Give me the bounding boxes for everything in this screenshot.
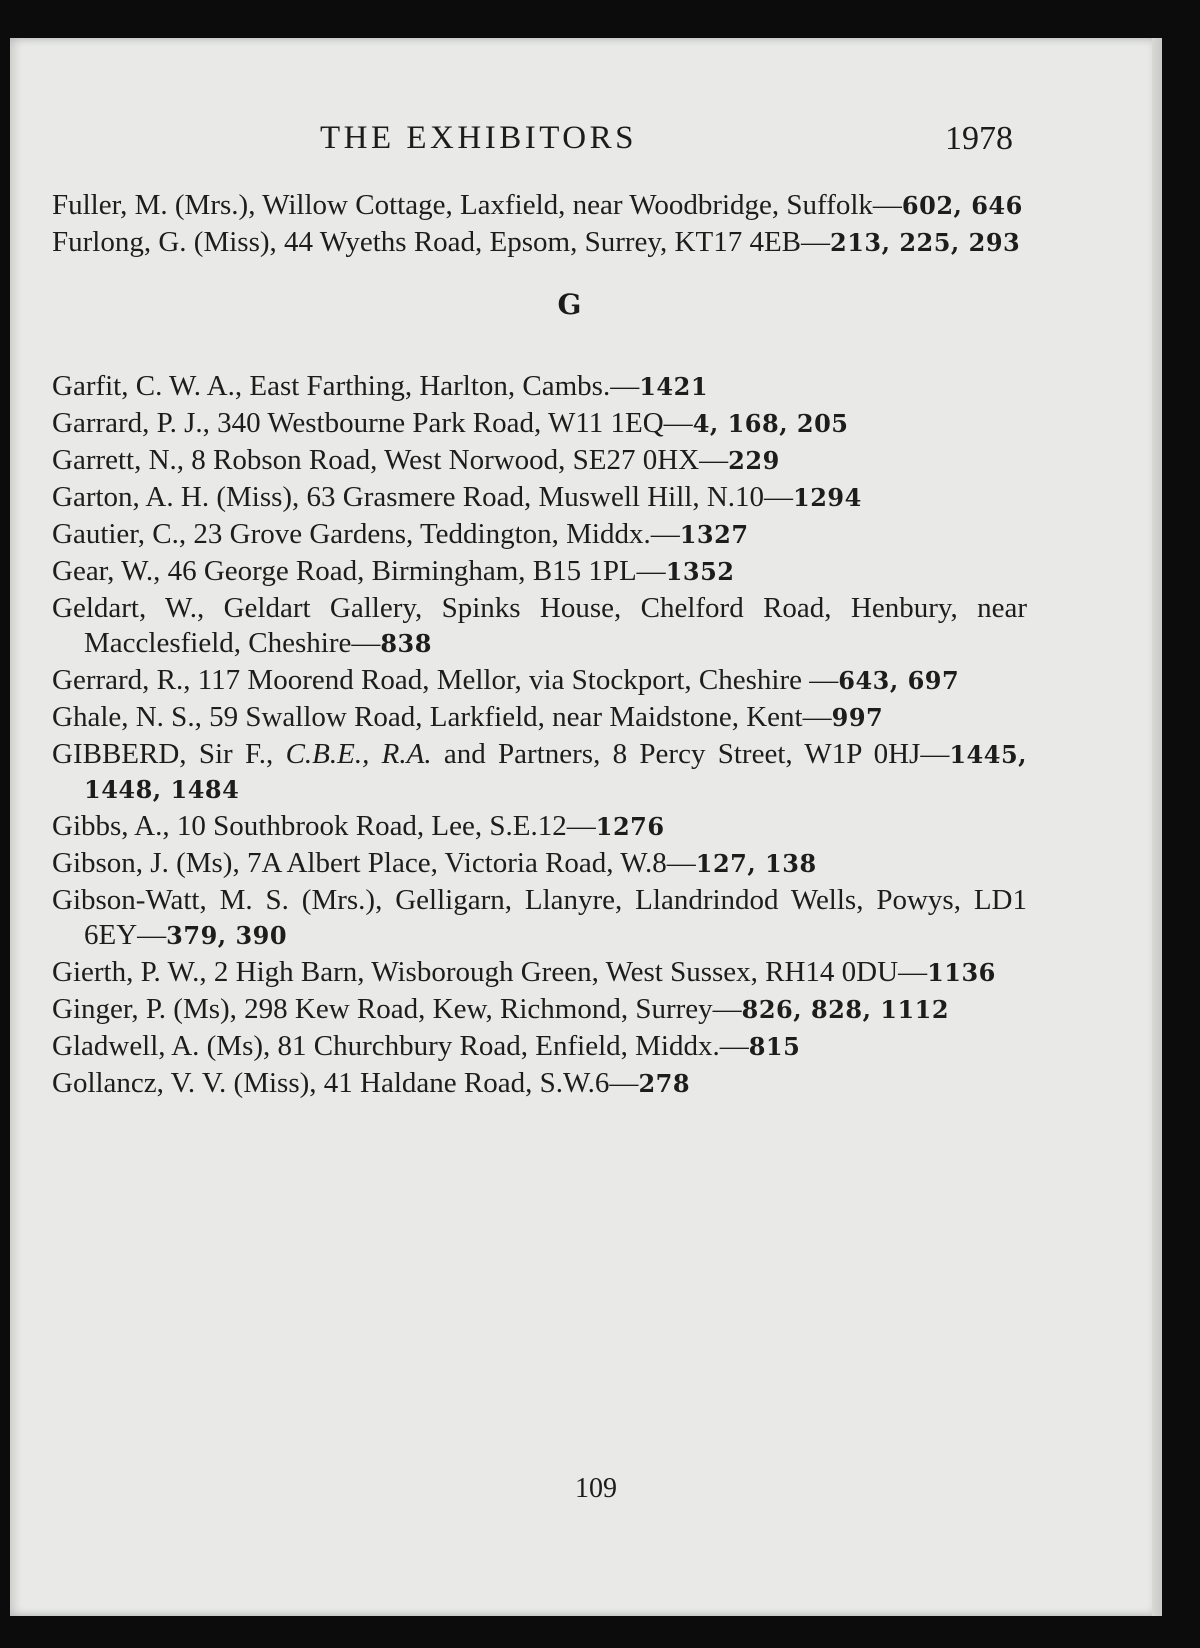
- catalogue-numbers: 997: [831, 703, 884, 732]
- entry-text: Garfit, C. W. A., East Farthing, Harlton, Cambs.—: [52, 370, 640, 402]
- honours-italic: C.B.E., R.A.: [285, 738, 432, 770]
- entry-text: Ginger, P. (Ms), 298 Kew Road, Kew, Richmond, Surrey—: [52, 993, 742, 1025]
- exhibitor-entry: [52, 846, 1027, 881]
- exhibitor-entry: [52, 737, 1027, 807]
- exhibitor-entry: [52, 480, 1027, 515]
- catalogue-numbers: 838: [380, 629, 432, 658]
- entry-text: Gibson-Watt, M. S. (Mrs.), Gelligarn, Llanyre, Llandrindod Wells, Powys, LD1 6EY—: [52, 884, 1027, 951]
- exhibitor-entry: [52, 188, 1027, 223]
- catalogue-numbers: 229: [728, 446, 780, 475]
- catalogue-numbers: 1294: [793, 483, 862, 512]
- page-edge: [1152, 38, 1162, 1616]
- catalogue-numbers: 602, 646: [901, 191, 1023, 220]
- entry-text: Gear, W., 46 George Road, Birmingham, B15 1PL—: [52, 555, 666, 587]
- exhibitor-entry: [52, 443, 1027, 478]
- entry-text: Gibson, J. (Ms), 7A Albert Place, Victoria Road, W.8—: [52, 847, 696, 879]
- exhibitor-entry: [52, 883, 1027, 953]
- exhibitor-entry: [52, 955, 1027, 990]
- exhibitor-entry: [52, 517, 1027, 552]
- exhibitor-entry: [52, 992, 1027, 1027]
- running-head: [10, 120, 1162, 160]
- entry-text: Garrett, N., 8 Robson Road, West Norwood, SE27 0HX—: [52, 444, 729, 476]
- section-letter: G: [557, 288, 582, 321]
- exhibitor-entry: [52, 554, 1027, 589]
- exhibitor-list: [52, 188, 1027, 1103]
- catalogue-numbers: 1136: [927, 958, 996, 987]
- catalogue-numbers: 278: [638, 1069, 691, 1098]
- exhibitor-entry: [52, 809, 1027, 844]
- running-title: THE EXHIBITORS: [320, 120, 637, 156]
- exhibitor-entry: [52, 225, 1027, 260]
- entry-text: Gautier, C., 23 Grove Gardens, Teddington, Middx.—: [52, 518, 680, 550]
- entry-text: Garrard, P. J., 340 Westbourne Park Road, W11 1EQ—: [52, 407, 693, 439]
- running-year: 1978: [945, 120, 1013, 157]
- catalogue-numbers: 127, 138: [695, 849, 817, 878]
- catalogue-numbers: 826, 828, 1112: [741, 995, 950, 1024]
- exhibitor-entry: [52, 663, 1027, 698]
- catalogue-numbers: 815: [748, 1032, 801, 1061]
- catalogue-numbers: 1421: [639, 372, 709, 401]
- entry-text: and Partners, 8 Percy Street, W1P 0HJ—: [431, 738, 950, 770]
- catalogue-numbers: 1445, 1448, 1484: [84, 740, 1028, 804]
- catalogue-numbers: 213, 225, 293: [830, 228, 1021, 257]
- exhibitor-entry: [52, 406, 1027, 441]
- exhibitor-entry: [52, 369, 1027, 404]
- exhibitor-entry: [52, 1029, 1027, 1064]
- catalogue-numbers: 4, 168, 205: [692, 409, 849, 438]
- entry-text: Garton, A. H. (Miss), 63 Grasmere Road, Muswell Hill, N.10—: [52, 481, 794, 513]
- entry-text: GIBBERD, Sir F.,: [52, 738, 286, 770]
- book-page: [10, 38, 1162, 1616]
- entry-text: Gibbs, A., 10 Southbrook Road, Lee, S.E.12—: [52, 810, 596, 842]
- entry-text: Fuller, M. (Mrs.), Willow Cottage, Laxfield, near Woodbridge, Suffolk—: [52, 189, 902, 221]
- catalogue-numbers: 1327: [679, 520, 749, 549]
- page-number: 109: [575, 1473, 617, 1504]
- catalogue-numbers: 643, 697: [838, 666, 960, 695]
- entry-text: Gerrard, R., 117 Moorend Road, Mellor, via Stockport, Cheshire —: [52, 664, 839, 696]
- exhibitor-entry: [52, 1066, 1027, 1101]
- catalogue-numbers: 1276: [595, 812, 665, 841]
- entry-text: Geldart, W., Geldart Gallery, Spinks House, Chelford Road, Henbury, near Macclesfield, Cheshire—: [52, 592, 1027, 659]
- entry-text: Ghale, N. S., 59 Swallow Road, Larkfield, near Maidstone, Kent—: [52, 701, 832, 733]
- entry-text: Gierth, P. W., 2 High Barn, Wisborough Green, West Sussex, RH14 0DU—: [52, 956, 928, 988]
- entry-text: Gollancz, V. V. (Miss), 41 Haldane Road, S.W.6—: [52, 1067, 639, 1099]
- entry-text: Gladwell, A. (Ms), 81 Churchbury Road, Enfield, Middx.—: [52, 1030, 749, 1062]
- exhibitor-entry: [52, 700, 1027, 735]
- catalogue-numbers: 1352: [665, 557, 735, 586]
- catalogue-numbers: 379, 390: [166, 921, 288, 950]
- entry-text: Furlong, G. (Miss), 44 Wyeths Road, Epsom, Surrey, KT17 4EB—: [52, 226, 831, 258]
- exhibitor-entry: [52, 591, 1027, 661]
